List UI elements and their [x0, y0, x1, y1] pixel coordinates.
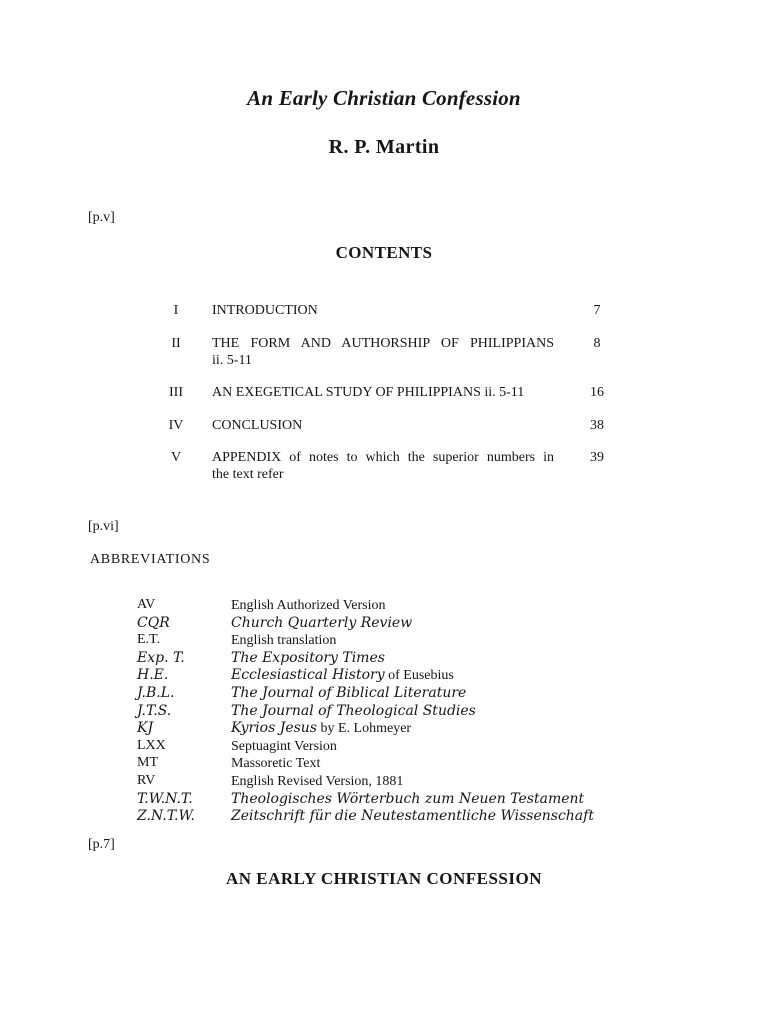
abbreviation-term: AV	[137, 597, 156, 612]
abbreviation-definition	[231, 720, 411, 738]
toc-entry-title	[212, 449, 554, 483]
abbreviation-row	[137, 720, 637, 738]
abbreviation-definition-italic: Ecclesiastical History	[231, 667, 385, 684]
abbreviation-definition-italic: Theologisches Wörterbuch zum Neuen Testament	[231, 790, 585, 807]
abbreviation-definition-normal: Septuagint Version	[231, 738, 337, 754]
toc-entry-title	[212, 417, 554, 434]
abbreviation-definition	[231, 667, 454, 685]
toc-entry-page-number: 38	[590, 418, 604, 433]
toc-entry-title	[212, 302, 554, 319]
abbreviation-definition-normal: English Revised Version, 1881	[231, 773, 404, 789]
toc-entry-title-line: AN EXEGETICAL STUDY OF PHILIPPIANS ii. 5-11	[212, 385, 525, 400]
abbreviation-row	[137, 632, 637, 650]
toc-entry-numeral: III	[169, 385, 183, 400]
abbreviation-term: H.E.	[137, 667, 169, 684]
toc-entry-numeral: I	[173, 303, 179, 318]
toc-entry-page-number: 16	[590, 385, 604, 400]
toc-entry-title-line: CONCLUSION	[212, 418, 303, 433]
toc-entry-title-line: THE FORM AND AUTHORSHIP OF PHILIPPIANS	[212, 336, 554, 351]
abbreviation-row	[137, 703, 637, 721]
abbreviation-row	[137, 791, 637, 809]
abbreviations-heading: ABBREVIATIONS	[90, 552, 211, 567]
abbreviation-row	[137, 755, 637, 773]
abbreviation-definition-normal: English Authorized Version	[231, 598, 386, 613]
contents-heading: CONTENTS	[335, 243, 433, 262]
toc-entry-title-line: INTRODUCTION	[212, 303, 318, 318]
abbreviation-term: Exp. T.	[137, 649, 185, 666]
toc-entry-4	[158, 417, 612, 434]
toc-entry-5	[158, 449, 612, 483]
abbreviation-definition-italic: The Journal of Theological Studies	[231, 702, 476, 719]
abbreviation-definition	[231, 755, 320, 773]
abbreviation-row	[137, 808, 637, 826]
abbreviation-definition-italic: Kyrios Jesus	[231, 720, 317, 737]
toc-entry-page-number: 8	[593, 336, 601, 351]
toc-entry-page-number: 7	[593, 303, 601, 318]
abbreviation-term: J.B.L.	[137, 684, 175, 701]
toc-entry-title-line: APPENDIX of notes to which the superior numbers in	[212, 450, 554, 465]
abbreviation-row	[137, 650, 637, 668]
document-title: An Early Christian Confession	[247, 86, 521, 110]
toc-entry-title-line: the text refer	[212, 467, 284, 482]
abbreviation-row	[137, 615, 637, 633]
toc-entry-numeral: V	[170, 450, 182, 465]
document-author: R. P. Martin	[328, 136, 440, 158]
abbreviation-definition	[231, 685, 466, 703]
abbreviation-definition	[231, 632, 336, 650]
abbreviation-term: MT	[137, 755, 158, 771]
abbreviation-definition	[231, 597, 386, 615]
abbreviation-term: KJ	[137, 720, 154, 737]
toc-entry-title-line: ii. 5-11	[212, 353, 252, 368]
abbreviation-definition-italic: The Expository Times	[231, 649, 385, 666]
toc-entry-numeral: IV	[168, 418, 184, 433]
abbreviation-term: CQR	[137, 614, 170, 631]
abbreviation-definition	[231, 738, 337, 756]
abbreviation-term: LXX	[137, 737, 166, 753]
abbreviation-definition-italic: The Journal of Biblical Literature	[231, 684, 467, 701]
abbreviation-row	[137, 667, 637, 685]
abbreviation-row	[137, 773, 637, 791]
toc-entry-2	[158, 335, 612, 369]
abbreviation-definition	[231, 703, 476, 721]
abbreviation-definition-normal: English translation	[231, 633, 337, 649]
page-marker-pvi: [p.vi]	[88, 519, 119, 534]
abbreviation-row	[137, 685, 637, 703]
abbreviation-definition	[231, 773, 403, 791]
abbreviation-definition	[231, 615, 412, 633]
page-marker-p7: [p.7]	[88, 837, 115, 852]
abbreviation-definition-normal: of Eusebius	[384, 668, 454, 684]
abbreviation-definition	[231, 808, 594, 826]
abbreviation-definition	[231, 791, 584, 809]
toc-entry-title	[212, 335, 554, 369]
toc-entry-1	[158, 302, 612, 319]
toc-entry-numeral: II	[171, 336, 181, 351]
abbreviation-definition-normal: Massoretic Text	[231, 756, 321, 772]
abbreviation-term: T.W.N.T.	[137, 790, 193, 807]
toc-entry-title	[212, 384, 554, 401]
abbreviation-definition-normal: by E. Lohmeyer	[317, 721, 412, 737]
abbreviation-term: Z.N.T.W.	[137, 808, 195, 825]
abbreviation-term: E.T.	[137, 632, 161, 648]
body-section-heading: AN EARLY CHRISTIAN CONFESSION	[225, 869, 542, 888]
abbreviation-row	[137, 597, 637, 615]
toc-entry-page-number: 39	[590, 450, 604, 465]
page-marker-pv: [p.v]	[88, 210, 115, 225]
abbreviation-definition-italic: Zeitschrift für die Neutestamentliche Wissenschaft	[231, 808, 594, 825]
abbreviation-row	[137, 738, 637, 756]
abbreviation-definition	[231, 650, 385, 668]
abbreviations-list	[137, 597, 637, 826]
toc-entry-3	[158, 384, 612, 401]
abbreviation-term: RV	[137, 772, 156, 788]
abbreviation-term: J.T.S.	[137, 702, 172, 719]
abbreviation-definition-italic: Church Quarterly Review	[231, 614, 413, 631]
